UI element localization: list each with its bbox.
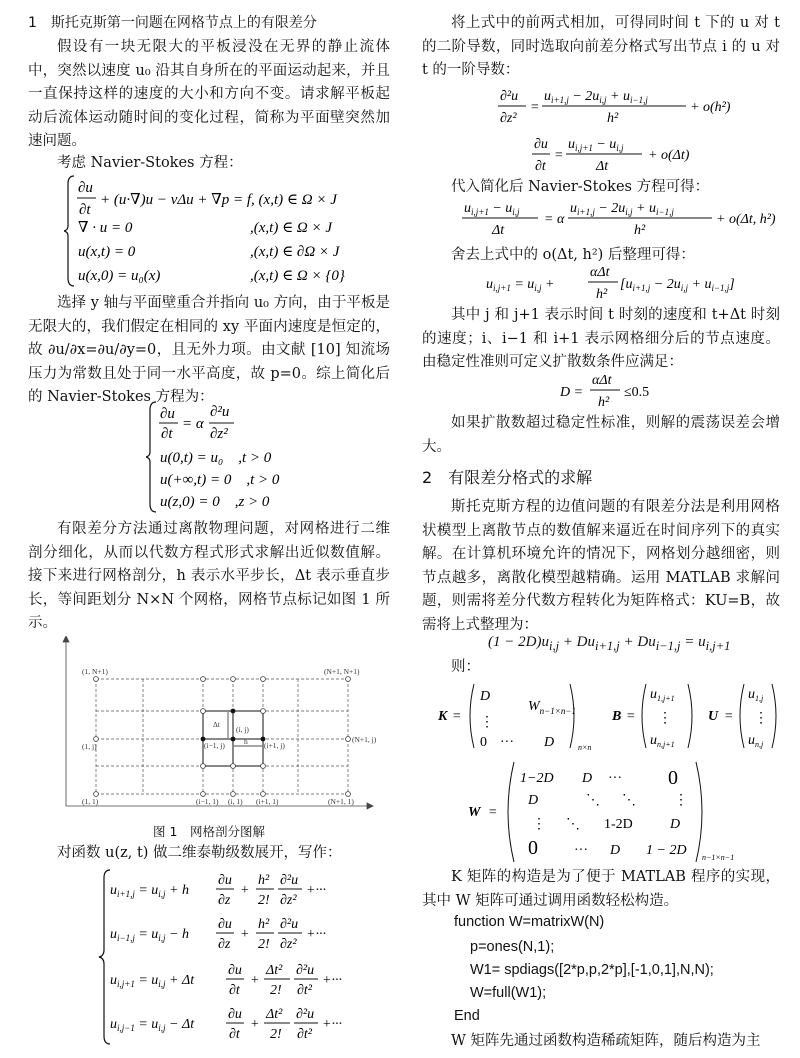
svg-text:+···: +··· xyxy=(322,1017,342,1032)
left-paragraph-4: 有限差分方法通过离散物理问题，对网格进行二维剖分细化，从而以代数方程式形式求解出近似数值解。接下来进行网格剖分，h 表示水平步长，Δt 表示垂直步长，等间距划分 N×N 个网格，网格节点标记如图 1 所示。 xyxy=(28,521,390,631)
w-matrix-entry: 1-2D xyxy=(604,817,633,832)
svg-text:D: D xyxy=(610,843,621,858)
right-paragraph-4: 其中 j 和 j+1 表示时间 t 时刻的速度和 t+Δt 时刻的速度；i、i−1 和 i+1 表示网格细分后的节点速度。由稳定性准则可定义扩散数条件应满足： xyxy=(422,307,780,370)
svg-text:⋮: ⋮ xyxy=(754,711,768,726)
svg-text:ui+1,j − 2ui,j + ui−1,j: $u_{i+1,j} - 2u_{i,j} + u_{i-1,j}$ xyxy=(570,201,674,217)
svg-text:+···: +··· xyxy=(322,973,342,988)
svg-text:n−1×n−1: n−1×n−1 xyxy=(702,853,735,862)
svg-text:un,j+1: $u_{n,j+1}$ xyxy=(650,733,675,749)
svg-text:,(x,t) ∈ Ω × J: ,(x,t) ∈ Ω × J xyxy=(250,220,333,236)
label-top-left: (1, N+1) xyxy=(82,667,108,676)
svg-text:h²: h² xyxy=(258,873,270,888)
svg-text:,(x,t) ∈ Ω × {0}: ,(x,t) ∈ Ω × {0} xyxy=(250,268,345,284)
svg-text:∂z: ∂z xyxy=(218,893,231,908)
svg-text:1−2D: 1−2D xyxy=(520,771,554,786)
svg-text:+: + xyxy=(240,927,250,942)
svg-text:+···: +··· xyxy=(306,927,326,942)
svg-text:+···: +··· xyxy=(306,883,326,898)
label-center-right: (i+1, j) xyxy=(264,741,285,750)
svg-text:Δt²: Δt² xyxy=(266,963,283,978)
svg-text:h²: h² xyxy=(607,111,619,126)
kbu-matrices xyxy=(432,680,782,752)
svg-text:Wn−1×n−1: $W_{n-1\times n-1}$ xyxy=(528,699,576,716)
svg-text:∂t: ∂t xyxy=(229,983,240,998)
svg-text:∂u: ∂u xyxy=(228,963,242,978)
svg-text:[ui+1,j − 2ui,j + ui−1,j]: $[u_{i+1,j} - 2u_{i,j} + u_{i-1,j}]$ xyxy=(620,277,735,293)
svg-text:∂t: ∂t xyxy=(79,202,91,218)
svg-text:···: ··· xyxy=(574,843,588,858)
svg-text:u(z,0) = 0 ,z > 0: u(z,0) = 0 ,z > 0 xyxy=(160,494,270,510)
svg-text:U: U xyxy=(708,709,719,724)
svg-text:2!: 2! xyxy=(270,983,282,998)
label-bottom-i-1: (i−1, 1) xyxy=(196,797,219,806)
svg-text:+: + xyxy=(240,883,250,898)
svg-text:∂²u: ∂²u xyxy=(296,1007,315,1022)
svg-text:u1,j: $u_{1,j}$ xyxy=(748,687,764,703)
svg-text:h²: h² xyxy=(258,917,270,932)
code-line-5: End xyxy=(454,1008,480,1024)
svg-text:+ o(h²): + o(h²) xyxy=(690,100,731,115)
svg-text:h²: h² xyxy=(598,395,610,410)
svg-text:D =: D = xyxy=(560,385,584,400)
svg-text:D: D xyxy=(480,689,491,704)
svg-text:Δt: Δt xyxy=(596,159,609,174)
svg-text:2!: 2! xyxy=(270,1027,282,1042)
label-center-left: (i−1, j) xyxy=(204,741,225,750)
svg-text:⋮: ⋮ xyxy=(658,711,672,726)
label-h: h xyxy=(244,737,248,746)
svg-text:⋮: ⋮ xyxy=(674,793,688,808)
svg-text:ui,j−1 = ui,j − Δt: $u_{i,j-1} = u_{i,j} - \Delta t$ xyxy=(110,1017,195,1033)
svg-text:u(x,t) = 0: u(x,t) = 0 xyxy=(78,244,136,260)
label-bottom-i: (i, 1) xyxy=(228,797,243,806)
label-bottom-left: (1, 1) xyxy=(82,797,99,806)
svg-text:∂u: ∂u xyxy=(218,873,232,888)
left-paragraph-3: 选择 y 轴与平面壁重合并指向 u₀ 方向，由于平板是无限大的，我们假定在相同的 xy 平面内速度是恒定的，故 ∂u/∂x=∂u/∂y=0，且无外力项。由文献 [10] 知流场压力为常数且处于同一水平高度，故 p=0。综上简化后的 Navier-Stokes 方程为： xyxy=(28,295,390,405)
svg-text:h²: h² xyxy=(634,223,646,238)
svg-text:= α: = α xyxy=(182,416,204,432)
svg-text:= α: = α xyxy=(544,212,565,227)
label-mid-right: (N+1, j) xyxy=(352,735,376,744)
code-line-2: p=ones(N,1); xyxy=(470,939,555,955)
svg-text:+: + xyxy=(250,1017,260,1032)
svg-text:ui+1,j = ui,j + h: $u_{i+1,j} = u_{i,j} + h$ xyxy=(110,883,189,899)
svg-text:∂u: ∂u xyxy=(228,1007,242,1022)
then-label: 则： xyxy=(451,659,480,675)
svg-text:αΔt: αΔt xyxy=(590,265,610,280)
label-bottom-right: (N+1, 1) xyxy=(328,797,354,806)
figure-caption: 图 1 网格剖分图解 xyxy=(153,824,265,839)
svg-text:W: W xyxy=(468,805,481,820)
svg-text:B: B xyxy=(612,709,622,724)
label-dt: Δt xyxy=(213,720,220,729)
svg-text:,(x,t) ∈ ∂Ω × J: ,(x,t) ∈ ∂Ω × J xyxy=(250,244,340,260)
svg-text:∂t²: ∂t² xyxy=(297,1027,313,1042)
right-paragraph-3: 舍去上式中的 o(Δt, h²) 后整理可得： xyxy=(451,247,695,263)
simplified-ns-system xyxy=(146,398,326,516)
svg-text:αΔt: αΔt xyxy=(592,373,612,388)
svg-text:∂u: ∂u xyxy=(160,406,175,422)
right-paragraph-6: 斯托克斯方程的边值问题的有限差分法是利用网格状模型上离散节点的数值解来逼近在时间序列下的真实解。在计算机环境允许的情况下，网格划分越细密，则节点越多，离散化模型越精确。运用 MATLAB 求解问题，则需将差分代数方程转化为矩阵格式：KU=B，故需将上式整理为： xyxy=(422,499,780,633)
svg-text:ui,j+1 = ui,j + Δt: $u_{i,j+1} = u_{i,j} + \Delta t$ xyxy=(110,973,195,989)
grid-figure xyxy=(58,636,376,816)
svg-text:ui,j+1 − ui,j: $u_{i,j+1} - u_{i,j}$ xyxy=(464,201,520,217)
left-paragraph-1: 假设有一块无限大的平板浸没在无界的静止流体中，突然以速度 u₀ 沿其自身所在的平面运动起来，并且一直保持这样的速度的大小和方向不变。请求解平板起动后流体运动随时间的变化过程，简称为平面壁突然加速问题。 xyxy=(28,39,390,149)
svg-text:∂t: ∂t xyxy=(229,1027,240,1042)
svg-text:D: D xyxy=(582,771,593,786)
right-paragraph-2: 代入简化后 Navier-Stokes 方程可得： xyxy=(451,179,710,195)
code-line-4: W=full(W1); xyxy=(470,985,547,1001)
svg-text:=: = xyxy=(530,100,540,115)
ns-eq-1: + (u·∇)u − νΔu + ∇p = f, (x,t) ∈ Ω × J xyxy=(100,192,337,208)
left-paragraph-5: 对函数 u(z, t) 做二维泰勒级数展开，写作： xyxy=(57,845,342,861)
taylor-expansions xyxy=(98,866,398,1048)
svg-text:=: = xyxy=(488,805,498,820)
svg-text:∂²u: ∂²u xyxy=(280,917,299,932)
svg-text:=: = xyxy=(724,709,734,724)
svg-text:ui,j+1 = ui,j +: $u_{i,j+1} = u_{i,j}$ + xyxy=(486,277,555,293)
section-2-title: 2 有限差分格式的求解 xyxy=(422,468,593,487)
svg-text:∂z: ∂z xyxy=(218,937,231,952)
svg-text:ui−1,j = ui,j − h: $u_{i-1,j} = u_{i,j} - h$ xyxy=(110,927,189,943)
svg-text:∂z²: ∂z² xyxy=(500,111,517,126)
svg-text:u(+∞,t) = 0 ,t > 0: u(+∞,t) = 0 ,t > 0 xyxy=(160,472,280,488)
svg-text:⋮: ⋮ xyxy=(480,715,494,730)
svg-text:0: 0 xyxy=(480,735,487,750)
svg-text:∂²u: ∂²u xyxy=(280,873,299,888)
svg-text:∂u: ∂u xyxy=(218,917,232,932)
w-matrix xyxy=(462,760,782,864)
svg-text:+ o(Δt): + o(Δt) xyxy=(648,148,690,163)
svg-text:∇ · u = 0: ∇ · u = 0 xyxy=(78,220,133,236)
svg-text:⋱: ⋱ xyxy=(622,793,636,808)
svg-text:0: 0 xyxy=(668,767,678,789)
svg-text:⋱: ⋱ xyxy=(586,793,600,808)
svg-text:≤0.5: ≤0.5 xyxy=(624,385,650,400)
svg-text:···: ··· xyxy=(608,771,622,786)
svg-text:∂z²: ∂z² xyxy=(280,893,297,908)
right-paragraph-8: W 矩阵先通过函数构造稀疏矩阵，随后构造为主 xyxy=(451,1033,761,1049)
left-paragraph-2: 考虑 Navier-Stokes 方程： xyxy=(57,155,243,171)
svg-text:⋮: ⋮ xyxy=(532,817,546,832)
label-center: (i, j) xyxy=(236,725,249,734)
svg-text:∂z²: ∂z² xyxy=(280,937,297,952)
svg-text:···: ··· xyxy=(500,735,514,750)
label-bottom-i+1: (i+1, 1) xyxy=(256,797,279,806)
svg-text:+ o(Δt, h²): + o(Δt, h²) xyxy=(716,212,776,227)
svg-text:=: = xyxy=(626,709,636,724)
svg-text:D: D xyxy=(670,817,681,832)
code-line-3: W1= spdiags([2*p,p,2*p],[-1,0,1],N,N); xyxy=(470,962,714,978)
svg-text:∂z²: ∂z² xyxy=(210,426,228,442)
svg-text:+: + xyxy=(250,973,260,988)
difference-formulas xyxy=(492,84,752,174)
svg-text:∂t²: ∂t² xyxy=(297,983,313,998)
stability-condition xyxy=(560,372,680,412)
svg-text:D: D xyxy=(544,735,555,750)
navier-stokes-system xyxy=(64,172,394,290)
right-paragraph-7: K 矩阵的构造是为了便于 MATLAB 程序的实现，其中 W 矩阵可通过调用函数轻松构造。 xyxy=(422,869,780,909)
substituted-equation xyxy=(458,198,778,242)
svg-text:n×n: n×n xyxy=(578,743,592,752)
svg-text:0: 0 xyxy=(528,837,538,859)
section-1-title: 1 斯托克斯第一问题在网格节点上的有限差分 xyxy=(28,15,317,31)
svg-text:=: = xyxy=(452,709,462,724)
svg-text:1 − 2D: 1 − 2D xyxy=(646,843,687,858)
svg-text:⋱: ⋱ xyxy=(566,817,580,832)
label-top-right: (N+1, N+1) xyxy=(324,667,360,676)
svg-text:h²: h² xyxy=(596,287,608,302)
svg-text:K: K xyxy=(438,709,448,724)
svg-text:∂²u: ∂²u xyxy=(500,89,519,104)
svg-text:∂t: ∂t xyxy=(161,426,173,442)
svg-text:∂²u: ∂²u xyxy=(296,963,315,978)
svg-text:∂u: ∂u xyxy=(78,180,93,196)
right-paragraph-5: 如果扩散数超过稳定性标准，则解的震荡误差会增大。 xyxy=(422,415,780,455)
svg-text:=: = xyxy=(554,148,564,163)
svg-text:∂²u: ∂²u xyxy=(210,404,230,420)
svg-text:Δt: Δt xyxy=(492,223,505,238)
svg-text:2!: 2! xyxy=(258,893,270,908)
svg-text:2!: 2! xyxy=(258,937,270,952)
svg-text:u(0,t) = u₀ ,t > 0: u(0,t) = u₀ ,t > 0 xyxy=(160,450,272,466)
svg-text:u1,j+1: $u_{1,j+1}$ xyxy=(650,687,675,703)
right-paragraph-1: 将上式中的前两式相加，可得同时间 t 下的 u 对 t 的二阶导数，同时选取向前差分格式写出节点 i 的 u 对 t 的一阶导数： xyxy=(422,15,780,78)
svg-text:ui+1,j − 2ui,j + ui−1,j: $u_{i+1,j} - 2u_{i,j} + u_{i-1,j}$ xyxy=(544,89,648,105)
svg-text:Δt²: Δt² xyxy=(266,1007,283,1022)
label-mid-left: (1, j) xyxy=(82,742,97,751)
svg-text:un,j: $u_{n,j}$ xyxy=(748,733,764,749)
svg-text:∂u: ∂u xyxy=(534,137,548,152)
svg-text:∂t: ∂t xyxy=(535,159,546,174)
svg-text:D: D xyxy=(528,793,539,808)
update-equation xyxy=(486,264,786,304)
svg-text:ui,j+1 − ui,j: $u_{i,j+1} - u_{i,j}$ xyxy=(568,137,624,153)
ku-equation: $(1 - 2D)u_{i,j} + Du_{i+1,j} + Du_{i-1,j} = u_{i,j+1}$ xyxy=(488,634,731,653)
code-line-1: function W=matrixW(N) xyxy=(454,914,605,930)
svg-text:u(x,0) = u₀(x): u(x,0) = u₀(x) xyxy=(78,268,161,284)
